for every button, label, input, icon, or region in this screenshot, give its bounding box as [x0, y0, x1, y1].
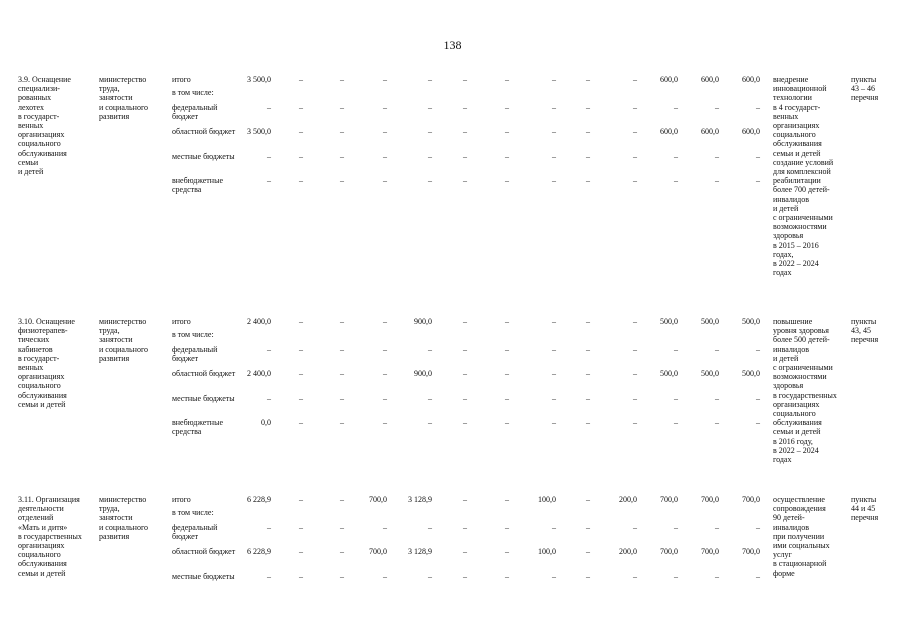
- amount-cell: 600,0: [660, 127, 678, 136]
- amount-cell: –: [428, 103, 432, 112]
- amount-cell: –: [299, 345, 303, 354]
- amount-cell: 2 400,0: [247, 317, 271, 326]
- amount-cell: –: [756, 572, 760, 581]
- amount-cell: –: [756, 176, 760, 185]
- amount-cell: –: [463, 103, 467, 112]
- amount-cell: –: [552, 176, 556, 185]
- amount-cell: 500,0: [701, 317, 719, 326]
- amount-cell: –: [505, 127, 509, 136]
- amount-cell: –: [340, 103, 344, 112]
- amount-cell: –: [463, 572, 467, 581]
- amount-cell: –: [505, 572, 509, 581]
- amount-cell: –: [299, 369, 303, 378]
- amount-cell: –: [428, 345, 432, 354]
- amount-cell: 700,0: [742, 547, 760, 556]
- amount-cell: –: [633, 345, 637, 354]
- amount-cell: –: [340, 152, 344, 161]
- amount-cell: –: [552, 394, 556, 403]
- expected-result-cell: внедрение инновационной технологии в 4 государст- венных организациях социального обслуживания семьи и детей создание условий для комплексной реабилитации более 700 детей- инвалидов и детей с ограниченными возможностями здоровья в 2015 – 2016 годах, в 2022 – 2024 годах: [773, 75, 834, 278]
- amount-cell: 600,0: [742, 75, 760, 84]
- amount-cell: –: [505, 103, 509, 112]
- reference-cell: пункты 43, 45 перечня: [851, 317, 879, 345]
- reference-cell: пункты 43 – 46 перечня: [851, 75, 879, 103]
- amount-cell: –: [586, 176, 590, 185]
- amount-cell: –: [428, 523, 432, 532]
- amount-cell: –: [633, 176, 637, 185]
- amount-cell: –: [267, 345, 271, 354]
- amount-cell: –: [267, 152, 271, 161]
- funding-source-label: в том числе:: [172, 330, 214, 339]
- amount-cell: 6 228,9: [247, 547, 271, 556]
- amount-cell: –: [340, 572, 344, 581]
- amount-cell: –: [586, 495, 590, 504]
- amount-cell: –: [340, 418, 344, 427]
- amount-cell: –: [505, 547, 509, 556]
- amount-cell: 600,0: [742, 127, 760, 136]
- amount-cell: –: [463, 75, 467, 84]
- amount-cell: 700,0: [660, 495, 678, 504]
- amount-cell: –: [428, 418, 432, 427]
- funding-source-label: федеральный бюджет: [172, 523, 218, 542]
- amount-cell: –: [756, 523, 760, 532]
- amount-cell: –: [552, 345, 556, 354]
- amount-cell: –: [674, 523, 678, 532]
- amount-cell: 500,0: [660, 317, 678, 326]
- amount-cell: –: [299, 152, 303, 161]
- amount-cell: 3 500,0: [247, 127, 271, 136]
- amount-cell: –: [428, 394, 432, 403]
- executor-cell: министерство труда, занятости и социального развития: [99, 495, 149, 541]
- amount-cell: 900,0: [414, 317, 432, 326]
- amount-cell: 600,0: [660, 75, 678, 84]
- amount-cell: –: [299, 394, 303, 403]
- amount-cell: –: [463, 495, 467, 504]
- funding-source-label: областной бюджет: [172, 369, 236, 378]
- amount-cell: –: [505, 523, 509, 532]
- amount-cell: –: [633, 127, 637, 136]
- amount-cell: 500,0: [742, 369, 760, 378]
- amount-cell: 700,0: [660, 547, 678, 556]
- amount-cell: –: [463, 317, 467, 326]
- amount-cell: –: [383, 127, 387, 136]
- amount-cell: –: [340, 394, 344, 403]
- amount-cell: –: [463, 369, 467, 378]
- reference-cell: пункты 44 и 45 перечня: [851, 495, 879, 523]
- amount-cell: –: [715, 523, 719, 532]
- amount-cell: –: [340, 495, 344, 504]
- amount-cell: 500,0: [742, 317, 760, 326]
- funding-source-label: в том числе:: [172, 88, 214, 97]
- amount-cell: –: [552, 127, 556, 136]
- amount-cell: –: [267, 572, 271, 581]
- amount-cell: –: [756, 103, 760, 112]
- amount-cell: 600,0: [701, 127, 719, 136]
- amount-cell: –: [505, 345, 509, 354]
- amount-cell: –: [383, 369, 387, 378]
- amount-cell: –: [633, 75, 637, 84]
- amount-cell: –: [586, 418, 590, 427]
- funding-source-label: местные бюджеты: [172, 394, 235, 403]
- funding-source-label: областной бюджет: [172, 127, 236, 136]
- funding-source-label: итого: [172, 75, 191, 84]
- amount-cell: –: [299, 75, 303, 84]
- amount-cell: –: [552, 103, 556, 112]
- executor-cell: министерство труда, занятости и социального развития: [99, 75, 149, 121]
- amount-cell: –: [715, 345, 719, 354]
- amount-cell: –: [340, 75, 344, 84]
- amount-cell: –: [383, 152, 387, 161]
- amount-cell: 700,0: [701, 547, 719, 556]
- amount-cell: –: [756, 345, 760, 354]
- amount-cell: –: [674, 418, 678, 427]
- amount-cell: 500,0: [660, 369, 678, 378]
- amount-cell: –: [674, 572, 678, 581]
- funding-source-label: местные бюджеты: [172, 152, 235, 161]
- amount-cell: –: [505, 495, 509, 504]
- amount-cell: –: [505, 176, 509, 185]
- amount-cell: –: [505, 418, 509, 427]
- activity-title: 3.9. Оснащение специализи- рованных лехотех в государст- венных организациях социального обслуживания семьи и детей: [18, 75, 71, 177]
- amount-cell: –: [340, 176, 344, 185]
- amount-cell: –: [505, 152, 509, 161]
- amount-cell: –: [383, 572, 387, 581]
- amount-cell: –: [383, 523, 387, 532]
- amount-cell: –: [552, 418, 556, 427]
- amount-cell: –: [633, 317, 637, 326]
- amount-cell: –: [715, 418, 719, 427]
- amount-cell: –: [586, 345, 590, 354]
- funding-source-label: местные бюджеты: [172, 572, 235, 581]
- amount-cell: 100,0: [538, 547, 556, 556]
- page-number: 138: [443, 38, 462, 52]
- amount-cell: –: [299, 572, 303, 581]
- amount-cell: –: [463, 127, 467, 136]
- amount-cell: –: [633, 152, 637, 161]
- amount-cell: –: [299, 127, 303, 136]
- funding-source-label: областной бюджет: [172, 547, 236, 556]
- amount-cell: –: [463, 418, 467, 427]
- activity-title: 3.11. Организация деятельности отделений «Мать и дитя» в государственных организациях социального обслуживания семьи и детей: [18, 495, 82, 578]
- amount-cell: 700,0: [701, 495, 719, 504]
- amount-cell: –: [674, 103, 678, 112]
- amount-cell: 200,0: [619, 547, 637, 556]
- amount-cell: –: [756, 394, 760, 403]
- amount-cell: –: [428, 127, 432, 136]
- amount-cell: 900,0: [414, 369, 432, 378]
- amount-cell: –: [340, 317, 344, 326]
- amount-cell: –: [299, 317, 303, 326]
- amount-cell: –: [586, 103, 590, 112]
- expected-result-cell: повышение уровня здоровья более 500 детей- инвалидов и детей с ограниченными возможностями здоровья в государственных организациях социального обслуживания семьи и детей в 2016 году, в 2022 – 2024 годах: [773, 317, 837, 465]
- amount-cell: –: [552, 369, 556, 378]
- amount-cell: 500,0: [701, 369, 719, 378]
- amount-cell: –: [463, 523, 467, 532]
- amount-cell: –: [299, 176, 303, 185]
- amount-cell: 700,0: [369, 495, 387, 504]
- funding-source-label: итого: [172, 317, 191, 326]
- amount-cell: –: [267, 176, 271, 185]
- amount-cell: –: [463, 547, 467, 556]
- amount-cell: –: [428, 75, 432, 84]
- amount-cell: 200,0: [619, 495, 637, 504]
- amount-cell: –: [715, 103, 719, 112]
- amount-cell: –: [383, 75, 387, 84]
- amount-cell: 3 128,9: [408, 547, 432, 556]
- amount-cell: –: [633, 103, 637, 112]
- amount-cell: –: [633, 572, 637, 581]
- amount-cell: –: [505, 394, 509, 403]
- amount-cell: –: [267, 103, 271, 112]
- amount-cell: –: [383, 394, 387, 403]
- amount-cell: 100,0: [538, 495, 556, 504]
- amount-cell: 600,0: [701, 75, 719, 84]
- amount-cell: –: [299, 547, 303, 556]
- amount-cell: –: [674, 152, 678, 161]
- amount-cell: –: [586, 547, 590, 556]
- amount-cell: –: [463, 345, 467, 354]
- funding-source-label: внебюджетные средства: [172, 418, 223, 437]
- amount-cell: –: [340, 345, 344, 354]
- amount-cell: –: [428, 152, 432, 161]
- amount-cell: –: [383, 345, 387, 354]
- funding-source-label: итого: [172, 495, 191, 504]
- funding-source-label: в том числе:: [172, 508, 214, 517]
- amount-cell: –: [586, 152, 590, 161]
- amount-cell: –: [267, 394, 271, 403]
- amount-cell: –: [756, 152, 760, 161]
- amount-cell: 700,0: [742, 495, 760, 504]
- amount-cell: –: [299, 103, 303, 112]
- amount-cell: 3 500,0: [247, 75, 271, 84]
- amount-cell: –: [267, 523, 271, 532]
- amount-cell: –: [674, 176, 678, 185]
- amount-cell: 6 228,9: [247, 495, 271, 504]
- amount-cell: –: [586, 127, 590, 136]
- amount-cell: –: [586, 369, 590, 378]
- amount-cell: –: [463, 176, 467, 185]
- amount-cell: –: [715, 572, 719, 581]
- amount-cell: –: [383, 103, 387, 112]
- amount-cell: –: [552, 152, 556, 161]
- amount-cell: –: [552, 75, 556, 84]
- amount-cell: –: [715, 394, 719, 403]
- amount-cell: –: [586, 572, 590, 581]
- amount-cell: 2 400,0: [247, 369, 271, 378]
- amount-cell: 0,0: [261, 418, 271, 427]
- amount-cell: –: [505, 75, 509, 84]
- executor-cell: министерство труда, занятости и социального развития: [99, 317, 149, 363]
- amount-cell: –: [340, 127, 344, 136]
- amount-cell: –: [715, 176, 719, 185]
- amount-cell: –: [428, 176, 432, 185]
- funding-source-label: внебюджетные средства: [172, 176, 223, 195]
- amount-cell: –: [383, 176, 387, 185]
- expected-result-cell: осуществление сопровождения 90 детей- инвалидов при получении ими социальных услуг в стационарной форме: [773, 495, 830, 578]
- amount-cell: –: [505, 369, 509, 378]
- amount-cell: –: [340, 523, 344, 532]
- amount-cell: –: [463, 152, 467, 161]
- amount-cell: –: [299, 523, 303, 532]
- amount-cell: –: [586, 317, 590, 326]
- amount-cell: –: [552, 317, 556, 326]
- amount-cell: –: [299, 418, 303, 427]
- amount-cell: –: [715, 152, 719, 161]
- activity-title: 3.10. Оснащение физиотерапев- тических кабинетов в государст- венных организациях социального обслуживания семьи и детей: [18, 317, 75, 409]
- amount-cell: –: [756, 418, 760, 427]
- amount-cell: 3 128,9: [408, 495, 432, 504]
- amount-cell: –: [383, 317, 387, 326]
- amount-cell: –: [340, 369, 344, 378]
- amount-cell: –: [340, 547, 344, 556]
- amount-cell: –: [505, 317, 509, 326]
- amount-cell: –: [299, 495, 303, 504]
- amount-cell: –: [428, 572, 432, 581]
- amount-cell: –: [463, 394, 467, 403]
- amount-cell: –: [633, 418, 637, 427]
- amount-cell: –: [586, 523, 590, 532]
- amount-cell: –: [633, 369, 637, 378]
- amount-cell: –: [586, 394, 590, 403]
- funding-source-label: федеральный бюджет: [172, 345, 218, 364]
- amount-cell: –: [552, 572, 556, 581]
- amount-cell: –: [633, 394, 637, 403]
- amount-cell: –: [674, 345, 678, 354]
- amount-cell: –: [586, 75, 590, 84]
- amount-cell: –: [674, 394, 678, 403]
- amount-cell: 700,0: [369, 547, 387, 556]
- amount-cell: –: [633, 523, 637, 532]
- amount-cell: –: [552, 523, 556, 532]
- amount-cell: –: [383, 418, 387, 427]
- funding-source-label: федеральный бюджет: [172, 103, 218, 122]
